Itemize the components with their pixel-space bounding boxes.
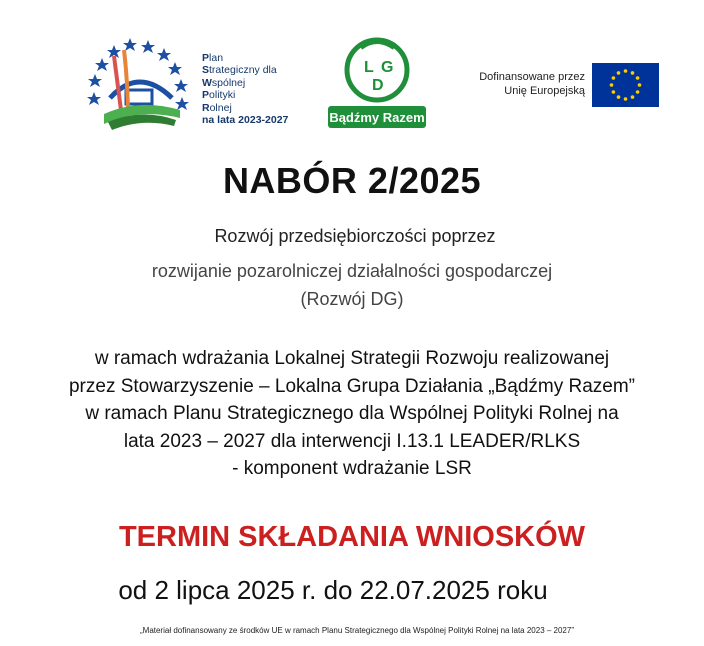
notice-subtitle-1: Rozwój przedsiębiorczości poprzez xyxy=(214,226,496,246)
eu-funding-text xyxy=(458,70,585,98)
paragraph-line-1: w ramach wdrażania Lokalnej Strategii Rozwoju realizowanej xyxy=(94,348,610,369)
paragraph-line-2: przez Stowarzyszenie – Lokalna Grupa Działania „Bądźmy Razem” xyxy=(68,375,636,397)
lgd-badzmy-razem-logo-icon xyxy=(326,30,428,130)
paragraph-line-4: lata 2023 – 2027 dla interwencji I.13.1 LEADER/RLKS xyxy=(123,430,581,452)
funding-footnote: „Materiał dofinansowany ze środków UE w ramach Planu Strategicznego dla Wspólnej Polityki Rolnej na lata 2023 – 2027” xyxy=(139,626,574,635)
plan-strategiczny-logo-text: Plan Strategiczny dla Wspólnej Polityki Rolnej na lata 2023-2027 xyxy=(202,52,289,127)
logo-bar xyxy=(0,0,704,140)
notice-subtitle-3: (Rozwój DG) xyxy=(300,289,404,309)
notice-subtitle-2: rozwijanie pozarolniczej działalności gospodarczej xyxy=(151,261,553,281)
notice-paragraph xyxy=(0,345,704,483)
deadline-date: od 2 lipca 2025 r. do 22.07.2025 roku xyxy=(118,575,548,605)
lgd-logo-name: Bądźmy Razem xyxy=(329,110,425,125)
eu-flag-icon xyxy=(592,63,659,107)
eu-funding-line-1: Dofinansowane przez xyxy=(479,71,585,83)
lgd-letter-l: L xyxy=(364,59,374,76)
notice-title: NABÓR 2/2025 xyxy=(222,160,482,201)
lgd-letter-d: D xyxy=(372,77,384,94)
deadline-title: TERMIN SKŁADANIA WNIOSKÓW xyxy=(118,521,586,553)
lgd-letter-g: G xyxy=(381,59,394,76)
ksow-plan-strategiczny-logo-icon xyxy=(84,36,204,132)
eu-funding-line-2: Unię Europejską xyxy=(504,85,585,97)
paragraph-line-3: w ramach Planu Strategicznego dla Wspólnej Polityki Rolnej na xyxy=(85,403,619,425)
paragraph-line-5: - komponent wdrażanie LSR xyxy=(232,458,472,480)
